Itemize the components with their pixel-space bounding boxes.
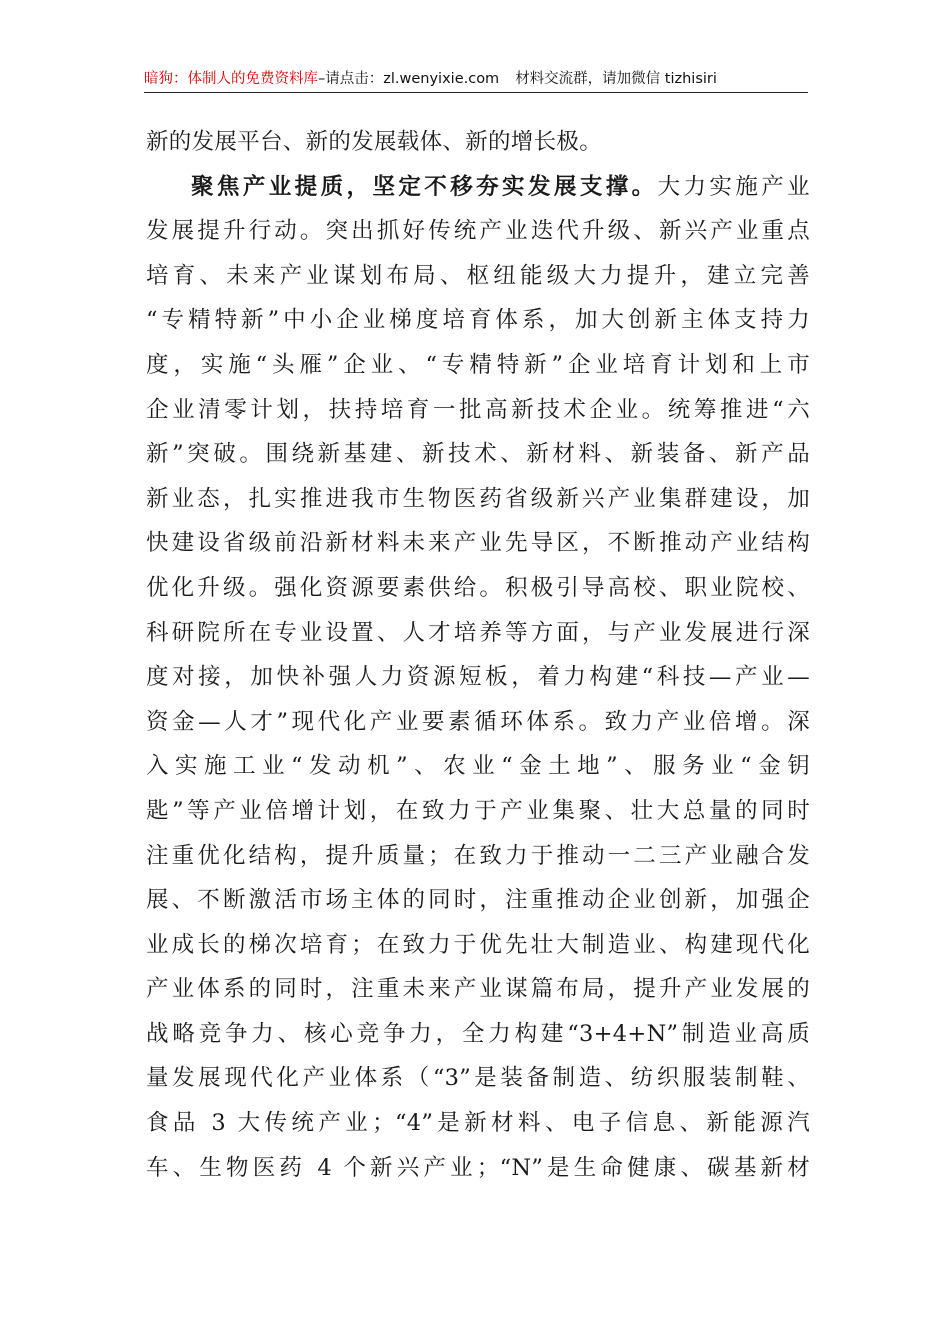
document-body (146, 120, 810, 1190)
paragraph-heading: 聚焦产业提质，坚定不移夯实发展支撑。 (191, 173, 658, 200)
page-header (144, 66, 808, 93)
text-line: 科研院所在专业设置、人才培养等方面，与产业发展进行深 (146, 619, 810, 646)
text-line: 匙”等产业倍增计划，在致力于产业集聚、壮大总量的同时 (146, 797, 810, 824)
text-line: 度，实施“头雁”企业、“专精特新”企业培育计划和上市 (146, 351, 810, 378)
text-line: 优化升级。强化资源要素供给。积极引导高校、职业院校、 (146, 574, 810, 601)
text-line: 注重优化结构，提升质量；在致力于推动一二三产业融合发 (146, 842, 810, 869)
header-link-prefix: –请点击： (318, 71, 384, 87)
text-line: 新的发展平台、新的发展载体、新的增长极。 (146, 129, 603, 155)
text-line: 发展提升行动。突出抓好传统产业迭代升级、新兴产业重点 (146, 218, 810, 245)
text-line: 度对接，加快补强人力资源短板，着力构建“科技—产业— (146, 664, 810, 691)
text-line: 展、不断激活市场主体的同时，注重推动企业创新，加强企 (146, 887, 810, 914)
text-line: “专精特新”中小企业梯度培育体系，加大创新主体支持力 (146, 307, 810, 334)
header-link[interactable]: zl.wenyixie.com (383, 71, 500, 87)
text-line: 入实施工业“发动机”、农业“金土地”、服务业“金钥 (146, 753, 810, 780)
text-line: 资金—人才”现代化产业要素循环体系。致力产业倍增。深 (146, 708, 810, 735)
text-line: 培育、未来产业谋划布局、枢纽能级大力提升，建立完善 (146, 262, 810, 289)
paragraph-first-line (146, 165, 810, 210)
text-line: 新业态，扎实推进我市生物医药省级新兴产业集群建设，加 (146, 485, 810, 512)
text-line: 快建设省级前沿新材料未来产业先导区，不断推动产业结构 (146, 530, 810, 557)
header-contact: 材料交流群，请加微信 tizhisiri (515, 71, 717, 87)
text-line: 业成长的梯次培育；在致力于优先壮大制造业、构建现代化 (146, 931, 810, 958)
text-line: 车、生物医药 4 个新兴产业；“N”是生命健康、碳基新材 (146, 1154, 810, 1181)
text-line: 量发展现代化产业体系（“3”是装备制造、纺织服装制鞋、 (146, 1065, 810, 1092)
text-line: 食品 3 大传统产业；“4”是新材料、电子信息、新能源汽 (146, 1110, 810, 1137)
text-line: 战略竞争力、核心竞争力，全力构建“3+4+N”制造业高质 (146, 1020, 810, 1047)
text-line: 大力实施产业 (657, 173, 810, 200)
text-line: 新”突破。围绕新基建、新技术、新材料、新装备、新产品 (146, 441, 810, 468)
text-line: 产业体系的同时，注重未来产业谋篇布局，提升产业发展的 (146, 976, 810, 1003)
header-brand: 暗狗：体制人的免费资料库 (144, 71, 318, 87)
text-line: 企业清零计划，扶持培育一批高新技术企业。统筹推进“六 (146, 396, 810, 423)
